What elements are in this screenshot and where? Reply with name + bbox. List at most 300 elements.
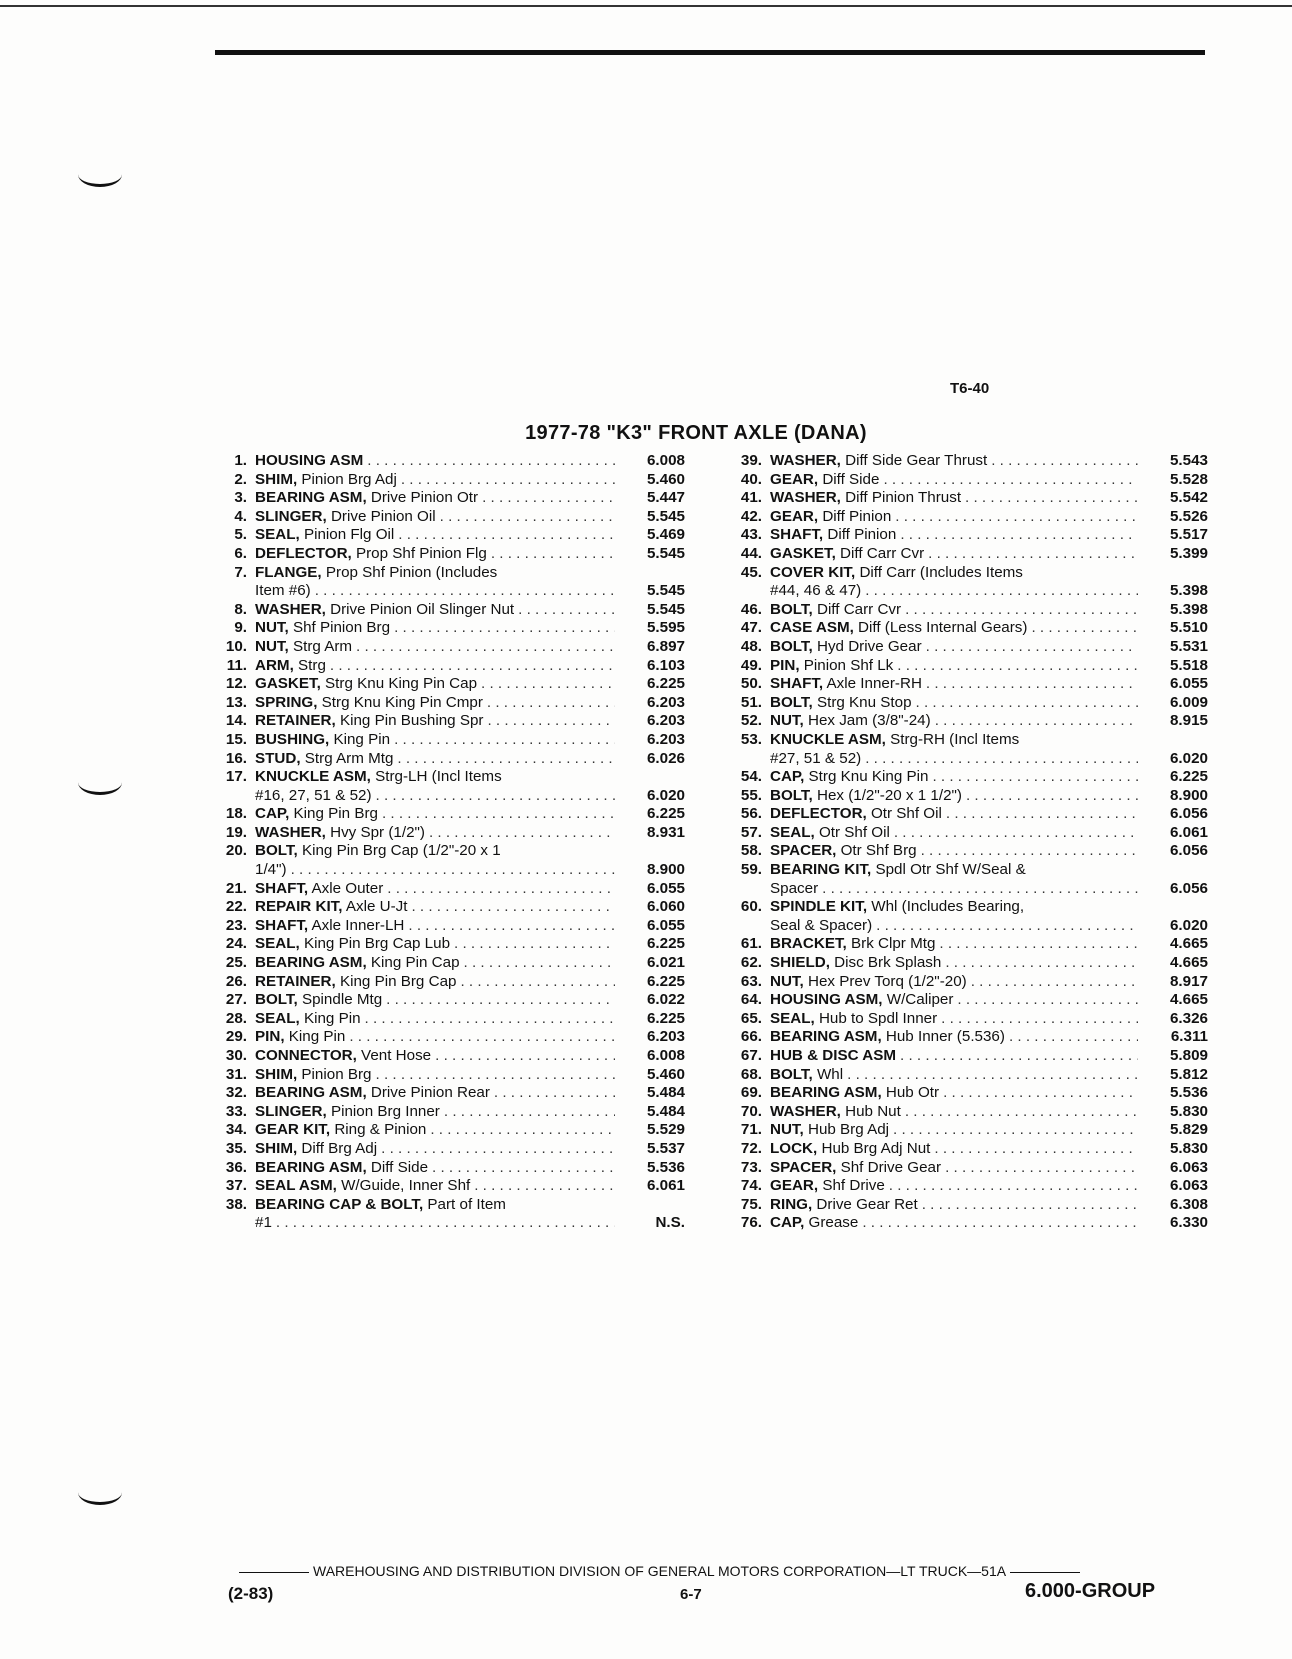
item-line [255, 954, 619, 973]
item-number: 47. [740, 619, 762, 637]
dot-leader [895, 508, 1138, 527]
item-number: 15. [225, 730, 247, 748]
part-detail: King Pin [284, 1028, 346, 1046]
item-description [255, 471, 397, 490]
part-detail: Axle Inner-LH [308, 916, 405, 934]
item-number: 63. [740, 972, 762, 990]
item-number: 44. [740, 544, 762, 562]
item-number: 28. [225, 1009, 247, 1027]
part-detail: King Pin [329, 730, 391, 748]
group-number: 8.900 [1169, 786, 1208, 804]
group-number: 6.225 [646, 675, 685, 693]
item-line [770, 898, 1142, 917]
dot-leader [276, 1214, 615, 1233]
item-number: 66. [740, 1028, 762, 1046]
item-body [255, 731, 619, 750]
parts-list-item [215, 694, 685, 713]
part-name: BOLT, [770, 600, 813, 618]
item-description [770, 1196, 918, 1215]
item-number: 14. [225, 712, 247, 730]
part-name: FLANGE, [255, 563, 322, 581]
parts-list-item [730, 1196, 1208, 1215]
item-description [770, 471, 879, 490]
item-number: 21. [225, 879, 247, 897]
item-description [255, 1177, 470, 1196]
group-number: 5.398 [1169, 600, 1208, 618]
item-number: 37. [225, 1177, 247, 1195]
part-detail: Diff Carr Cvr [812, 600, 902, 618]
item-number: 13. [225, 693, 247, 711]
part-name: RING, [770, 1195, 813, 1213]
item-line [770, 1159, 1142, 1178]
part-detail: Hvy Spr (1/2") [325, 823, 425, 841]
item-line [255, 1066, 619, 1085]
item-line [255, 1010, 619, 1029]
item-description [770, 508, 891, 527]
item-number: 61. [740, 935, 762, 953]
part-detail: King Pin Brg [289, 805, 378, 823]
item-line [770, 489, 1142, 508]
part-name: NUT, [770, 712, 804, 730]
item-number: 23. [225, 916, 247, 934]
part-name: HOUSING ASM, [770, 991, 883, 1009]
item-number: 25. [225, 954, 247, 972]
dot-leader [394, 619, 615, 638]
dot-leader [926, 675, 1138, 694]
part-detail: Shf Drive [818, 1177, 885, 1195]
item-number: 74. [740, 1177, 762, 1195]
parts-list-item [730, 1140, 1208, 1159]
part-detail: Shf Pinion Brg [288, 619, 391, 637]
item-body [770, 1047, 1142, 1066]
group-number: 6.326 [1169, 1009, 1208, 1027]
item-body [770, 564, 1142, 601]
group-number: 5.399 [1169, 544, 1208, 562]
parts-list-item [215, 898, 685, 917]
item-body [255, 973, 619, 992]
item-body [255, 1103, 619, 1122]
part-detail: Diff Brg Adj [297, 1139, 378, 1157]
item-body [255, 750, 619, 769]
part-detail: Whl (Includes Bearing, [867, 898, 1025, 916]
item-line [255, 638, 619, 657]
dot-leader [943, 1084, 1138, 1103]
part-detail: Hub to Spdl Inner [814, 1009, 938, 1027]
item-line [770, 824, 1142, 843]
part-name: SPINDLE KIT, [770, 898, 868, 916]
item-description [255, 954, 460, 973]
group-number: 5.460 [646, 1065, 685, 1083]
item-line-continued [255, 1214, 619, 1233]
item-body [770, 1084, 1142, 1103]
item-number: 3. [234, 489, 247, 507]
item-line-continued [255, 861, 619, 880]
dot-leader [367, 452, 615, 471]
parts-list-item [730, 1084, 1208, 1103]
item-body [255, 564, 619, 601]
item-line [255, 880, 619, 899]
part-name: GEAR, [770, 1177, 819, 1195]
group-number: 6.063 [1169, 1177, 1208, 1195]
item-line [770, 1214, 1142, 1233]
footer-date: (2-83) [228, 1584, 274, 1603]
part-detail: Prop Shf Pinion (Includes [321, 563, 498, 581]
part-detail: Diff Pinion Thrust [840, 489, 962, 507]
part-name: SHIM, [255, 1139, 298, 1157]
item-line-continued [255, 787, 619, 806]
part-name: HUB & DISC ASM [770, 1047, 897, 1064]
item-description [255, 526, 394, 545]
item-description [255, 1196, 506, 1215]
part-name: BEARING CAP & BOLT, [255, 1195, 424, 1213]
dot-leader [900, 526, 1138, 545]
item-line [255, 452, 619, 471]
group-number: 6.897 [646, 637, 685, 655]
group-number: 5.528 [1169, 470, 1208, 488]
part-name: STUD, [255, 749, 301, 767]
item-number: 29. [225, 1028, 247, 1046]
dot-leader [356, 638, 615, 657]
dot-leader [945, 1159, 1138, 1178]
parts-list-item [215, 824, 685, 843]
item-number: 18. [225, 805, 247, 823]
group-number: 5.484 [646, 1084, 685, 1102]
group-number: 6.203 [646, 1028, 685, 1046]
item-line [770, 675, 1142, 694]
part-name: BUSHING, [255, 730, 330, 748]
parts-list-item [730, 508, 1208, 527]
item-line [770, 991, 1142, 1010]
dot-leader [381, 1140, 615, 1159]
part-name: GEAR, [770, 507, 819, 525]
item-description [255, 973, 456, 992]
dot-leader [847, 1066, 1138, 1085]
dot-leader [494, 1084, 615, 1103]
parts-list-item [215, 973, 685, 992]
part-detail-continued: #1 [255, 1214, 272, 1232]
parts-list-item [730, 675, 1208, 694]
part-name: SEAL, [770, 1009, 815, 1027]
part-detail-continued: Seal & Spacer) [770, 916, 873, 934]
item-body [770, 638, 1142, 657]
item-description [770, 452, 987, 471]
item-description [770, 1214, 858, 1233]
part-detail: Axle Outer [308, 879, 384, 897]
item-body [255, 657, 619, 676]
parts-list-item [215, 954, 685, 973]
item-description [770, 1159, 941, 1178]
group-number: 5.543 [1169, 452, 1208, 469]
parts-list-item [730, 452, 1208, 471]
item-body [255, 898, 619, 917]
item-description [770, 935, 935, 954]
item-description [770, 1066, 843, 1085]
dot-leader [889, 1177, 1138, 1196]
item-description [770, 638, 922, 657]
part-detail: Diff Side [366, 1158, 429, 1176]
group-number: 6.020 [1169, 916, 1208, 934]
item-description [770, 991, 953, 1010]
group-number: 6.020 [646, 786, 685, 804]
item-line-continued [770, 750, 1142, 769]
dot-leader [935, 712, 1138, 731]
parts-list-item [730, 731, 1208, 768]
item-line [770, 1121, 1142, 1140]
dot-leader [928, 545, 1138, 564]
group-number: 5.469 [646, 526, 685, 544]
item-number: 69. [740, 1084, 762, 1102]
item-number: 9. [234, 619, 247, 637]
parts-list-item [730, 935, 1208, 954]
item-number: 54. [740, 768, 762, 786]
parts-list-item [730, 694, 1208, 713]
item-body [770, 861, 1142, 898]
group-number: 6.061 [646, 1177, 685, 1195]
item-body [255, 1010, 619, 1029]
item-number: 58. [740, 842, 762, 860]
dot-leader [965, 489, 1138, 508]
item-line-continued [770, 582, 1142, 601]
item-description [255, 917, 404, 936]
item-description [770, 489, 961, 508]
parts-list-item [215, 564, 685, 601]
part-name: REPAIR KIT, [255, 898, 343, 916]
dot-leader [971, 973, 1138, 992]
group-number: 6.055 [646, 879, 685, 897]
item-description [770, 824, 890, 843]
item-number: 17. [225, 768, 247, 786]
dot-leader [398, 526, 615, 545]
item-number: 42. [740, 507, 762, 525]
part-detail: Pinion Shf Lk [799, 656, 894, 674]
part-name: CAP, [255, 805, 290, 823]
item-number: 75. [740, 1195, 762, 1213]
dot-leader [893, 1121, 1138, 1140]
part-detail: Diff Carr (Includes Items [855, 563, 1023, 581]
group-number: 6.061 [1169, 823, 1208, 841]
parts-list-item [730, 601, 1208, 620]
part-detail: Diff Side [818, 470, 880, 488]
part-name: BOLT, [770, 637, 813, 655]
item-description [255, 489, 478, 508]
part-name: NUT, [255, 619, 289, 637]
part-detail-continued: #27, 51 & 52) [770, 749, 862, 767]
parts-list-item [215, 508, 685, 527]
group-number: 5.518 [1169, 656, 1208, 674]
item-number: 41. [740, 489, 762, 507]
part-detail: Diff Carr Cvr [835, 544, 925, 562]
dot-leader [382, 805, 615, 824]
item-line [255, 768, 619, 787]
item-body [255, 1140, 619, 1159]
part-detail: Drive Pinion Oil [326, 507, 436, 525]
item-number: 50. [740, 675, 762, 693]
item-number: 62. [740, 954, 762, 972]
item-line [770, 471, 1142, 490]
part-name: WASHER, [770, 489, 841, 507]
item-body [770, 935, 1142, 954]
item-number: 46. [740, 600, 762, 618]
item-body [770, 1140, 1142, 1159]
item-body [770, 1121, 1142, 1140]
dot-leader [440, 508, 615, 527]
item-body [255, 712, 619, 731]
item-line [255, 731, 619, 750]
group-number: 8.931 [646, 823, 685, 841]
item-line [255, 1121, 619, 1140]
item-body [770, 1196, 1142, 1215]
item-line [770, 954, 1142, 973]
part-detail: Strg-LH (Incl Items [370, 768, 502, 786]
part-detail: Hub Otr [881, 1084, 940, 1102]
punch-hole-mark [78, 770, 122, 795]
item-number: 2. [234, 470, 247, 488]
item-line [770, 935, 1142, 954]
item-body [770, 1214, 1142, 1233]
parts-list-item [215, 1047, 685, 1066]
dot-leader [386, 991, 615, 1010]
group-number: 8.915 [1169, 712, 1208, 730]
dot-leader [387, 880, 615, 899]
group-number: 5.398 [1169, 582, 1208, 600]
item-description [255, 1159, 428, 1178]
parts-list-item [215, 880, 685, 899]
item-body [770, 601, 1142, 620]
dot-leader [991, 452, 1138, 471]
parts-list-item [730, 657, 1208, 676]
group-number: 5.447 [646, 489, 685, 507]
dot-leader [945, 954, 1138, 973]
parts-list-item [730, 619, 1208, 638]
group-number: 6.225 [1169, 768, 1208, 786]
group-number: 6.026 [646, 749, 685, 767]
item-body [770, 471, 1142, 490]
dot-leader [1009, 1028, 1138, 1047]
parts-list-item [215, 657, 685, 676]
group-number: 6.008 [646, 1047, 685, 1064]
item-line [770, 1103, 1142, 1122]
item-description [770, 1028, 1005, 1047]
dot-leader [435, 1047, 615, 1066]
dot-leader [376, 787, 615, 806]
item-description [255, 508, 436, 527]
item-line [770, 1047, 1142, 1066]
figure-reference: T6-40 [950, 380, 990, 397]
part-detail-continued: 1/4") [255, 861, 287, 879]
part-detail: King Pin Brg Cap Lub [299, 935, 451, 953]
part-name: CASE ASM, [770, 619, 854, 637]
item-description [770, 973, 967, 992]
item-number: 65. [740, 1009, 762, 1027]
item-description [255, 1103, 440, 1122]
part-name: LOCK, [770, 1139, 818, 1157]
item-body [255, 1028, 619, 1047]
parts-list-item [215, 731, 685, 750]
parts-list-item [215, 935, 685, 954]
item-body [770, 805, 1142, 824]
part-name: BEARING ASM, [770, 1028, 882, 1046]
item-line [770, 526, 1142, 545]
part-name: SEAL, [770, 823, 815, 841]
item-number: 8. [234, 600, 247, 618]
item-description [255, 1066, 372, 1085]
item-number: 39. [740, 452, 762, 469]
parts-list-item [730, 1028, 1208, 1047]
part-name: DEFLECTOR, [770, 805, 867, 823]
part-name: SPACER, [770, 842, 837, 860]
item-body [255, 1196, 619, 1233]
part-name: SLINGER, [255, 507, 327, 525]
item-line [255, 564, 619, 583]
group-number: 5.545 [646, 582, 685, 600]
part-detail-continued: Spacer [770, 879, 819, 897]
item-number: 10. [225, 637, 247, 655]
group-number: 4.665 [1169, 991, 1208, 1009]
group-number: 5.545 [646, 600, 685, 618]
dot-leader [397, 750, 615, 769]
part-name: SPACER, [770, 1158, 837, 1176]
parts-list-item [215, 805, 685, 824]
item-line [770, 1010, 1142, 1029]
footer-division [235, 1563, 1084, 1579]
item-body [255, 471, 619, 490]
item-description [255, 1140, 377, 1159]
dot-leader [921, 842, 1138, 861]
parts-list-item [215, 526, 685, 545]
item-line [770, 564, 1142, 583]
dot-leader [518, 601, 615, 620]
dot-leader [349, 1028, 615, 1047]
item-description [770, 526, 896, 545]
dot-leader [454, 935, 615, 954]
item-line [255, 489, 619, 508]
item-line [770, 638, 1142, 657]
dot-leader [865, 750, 1138, 769]
group-number: 6.063 [1169, 1158, 1208, 1176]
dot-leader [926, 638, 1138, 657]
item-body [255, 880, 619, 899]
parts-list-item [215, 638, 685, 657]
item-body [255, 1121, 619, 1140]
part-detail: Strg Arm [288, 637, 353, 655]
group-number: 5.526 [1169, 507, 1208, 525]
part-name: BEARING ASM, [255, 1084, 367, 1102]
part-name: SHIM, [255, 1065, 298, 1083]
part-name: BOLT, [770, 786, 813, 804]
item-number: 71. [740, 1121, 762, 1139]
item-body [770, 508, 1142, 527]
item-number: 1. [234, 452, 247, 469]
group-number: 5.812 [1169, 1065, 1208, 1083]
part-detail: Diff Pinion [823, 526, 897, 544]
part-detail: Strg Knu King Pin [804, 768, 929, 786]
item-body [255, 954, 619, 973]
item-number: 31. [225, 1065, 247, 1083]
item-body [770, 657, 1142, 676]
item-line [255, 1140, 619, 1159]
part-detail: Ring & Pinion [330, 1121, 427, 1139]
item-line [770, 694, 1142, 713]
parts-list-item [730, 954, 1208, 973]
parts-list-item [730, 842, 1208, 861]
parts-list-item [215, 842, 685, 879]
item-description [770, 787, 962, 806]
group-number: 5.484 [646, 1102, 685, 1120]
item-number: 19. [225, 823, 247, 841]
item-number: 76. [740, 1214, 762, 1232]
part-name: SHIM, [255, 470, 298, 488]
item-description [770, 712, 931, 731]
